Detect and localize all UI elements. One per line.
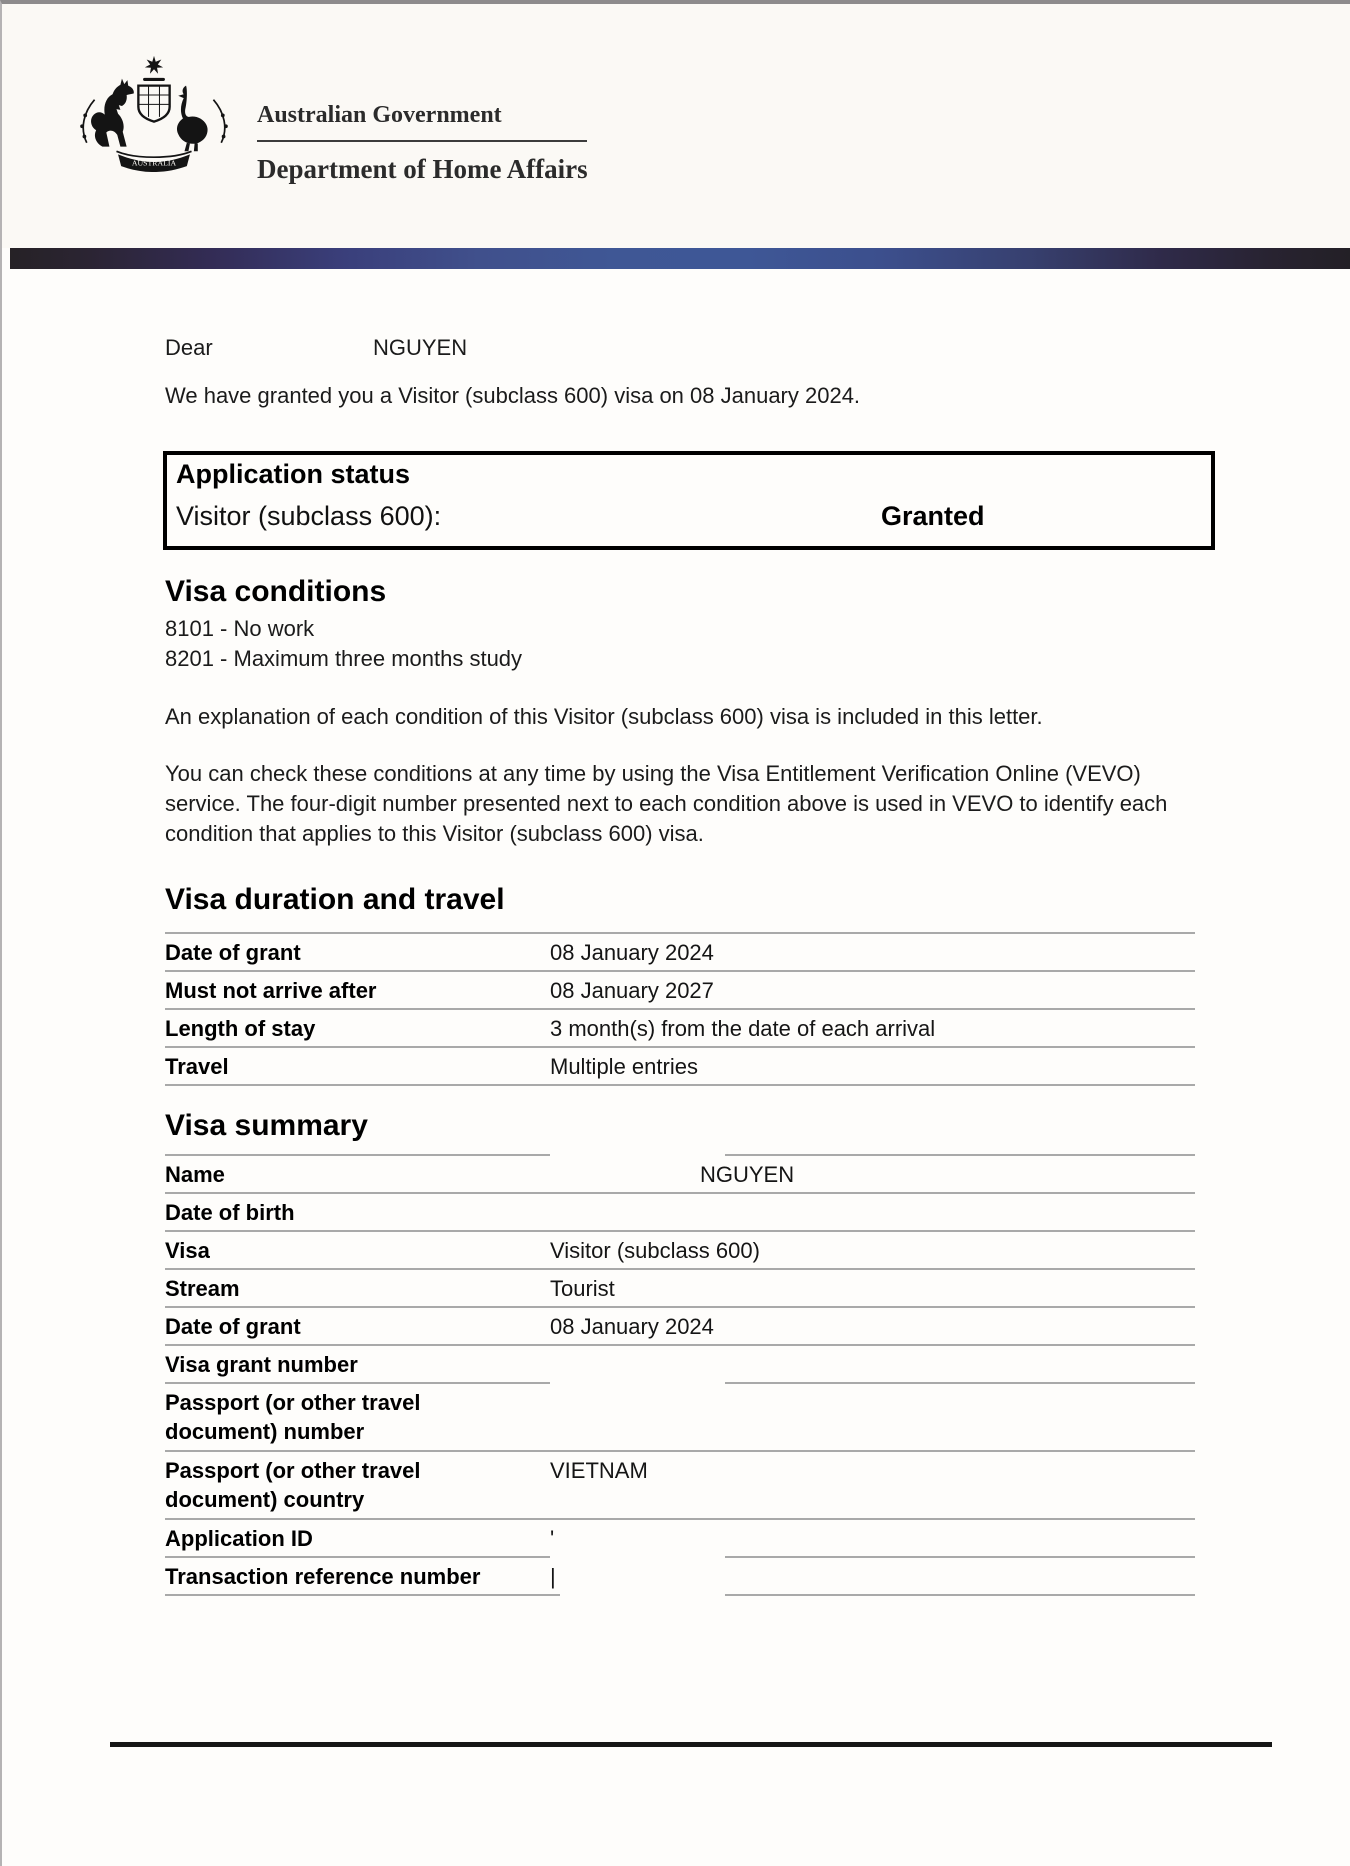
grant-intro-text: We have granted you a Visitor (subclass 600) visa on 08 January 2024. [165, 383, 861, 408]
table-row [165, 1382, 1195, 1450]
table-row [165, 1046, 1195, 1084]
row-label: Name [165, 1162, 225, 1187]
row-value: | [550, 1564, 556, 1589]
condition-item: 8101 - No work [165, 616, 315, 641]
footer-rule [110, 1742, 1272, 1747]
row-label: Visa grant number [165, 1352, 358, 1377]
visa-duration-table [165, 932, 1195, 1086]
government-name: Australian Government [257, 102, 502, 128]
visa-conditions-heading: Visa conditions [165, 575, 387, 608]
conditions-explanation: An explanation of each condition of this Visitor (subclass 600) visa is included in this letter. [165, 704, 1043, 729]
row-value [550, 1192, 1195, 1230]
row-value: Multiple entries [550, 1054, 698, 1079]
department-name: Department of Home Affairs [257, 154, 588, 184]
visa-duration-heading: Visa duration and travel [165, 883, 505, 916]
row-label: Travel [165, 1054, 229, 1079]
salutation-prefix: Dear [165, 335, 213, 360]
row-label: Passport (or other travel document) number [165, 1390, 421, 1444]
table-row [165, 1344, 1195, 1382]
row-value [550, 1382, 1195, 1450]
row-label: Must not arrive after [165, 978, 377, 1003]
row-label: Length of stay [165, 1016, 316, 1041]
table-row [165, 1154, 1195, 1192]
status-granted-value: Granted [881, 501, 985, 531]
recipient-name: NGUYEN [373, 335, 468, 360]
visa-summary-table [165, 1154, 1195, 1596]
row-value: 3 month(s) from the date of each arrival [550, 1016, 936, 1041]
row-label: Visa [165, 1238, 210, 1263]
application-status-box [163, 451, 1215, 550]
row-label: Date of birth [165, 1200, 295, 1225]
table-row [165, 1306, 1195, 1344]
salutation [165, 335, 468, 361]
table-row [165, 1518, 1195, 1556]
row-label: Date of grant [165, 1314, 301, 1339]
row-value: ' [550, 1526, 555, 1551]
table-row [165, 970, 1195, 1008]
table-row [165, 1556, 1195, 1594]
row-value: 08 January 2024 [550, 1314, 714, 1339]
row-label: Application ID [165, 1526, 313, 1551]
row-value [550, 1344, 1195, 1382]
vevo-note: You can check these conditions at any time by using the Visa Entitlement Verification Online (VEVO) service. The four-digit number presented next to each condition above is used in VEVO to identify each condition that applies to this Visitor (subclass 600) visa. [165, 761, 1168, 846]
row-value: VIETNAM [550, 1458, 648, 1483]
condition-item: 8201 - Maximum three months study [165, 646, 523, 671]
table-row [165, 1230, 1195, 1268]
row-label: Date of grant [165, 940, 301, 965]
table-row [165, 932, 1195, 970]
table-row [165, 1192, 1195, 1230]
visa-summary-heading: Visa summary [165, 1109, 368, 1142]
row-value: 08 January 2027 [550, 978, 714, 1003]
row-value: Visitor (subclass 600) [550, 1238, 760, 1263]
row-value: Tourist [550, 1276, 615, 1301]
banner-text: AUSTRALIA [131, 158, 177, 168]
visa-conditions-list [165, 614, 522, 674]
row-value: NGUYEN [700, 1162, 795, 1187]
row-label: Passport (or other travel document) country [165, 1458, 421, 1512]
commonwealth-star-icon [145, 56, 163, 74]
row-label: Stream [165, 1276, 240, 1301]
row-value: 08 January 2024 [550, 940, 714, 965]
row-label: Transaction reference number [165, 1564, 481, 1589]
australian-coat-of-arms-icon [68, 54, 240, 172]
visa-subclass-label: Visitor (subclass 600): [176, 501, 442, 531]
table-row [165, 1268, 1195, 1306]
header-divider [257, 140, 587, 142]
table-row [165, 1008, 1195, 1046]
header-gradient-bar [10, 248, 1350, 269]
application-status-title: Application status [176, 459, 411, 489]
table-row [165, 1450, 1195, 1518]
